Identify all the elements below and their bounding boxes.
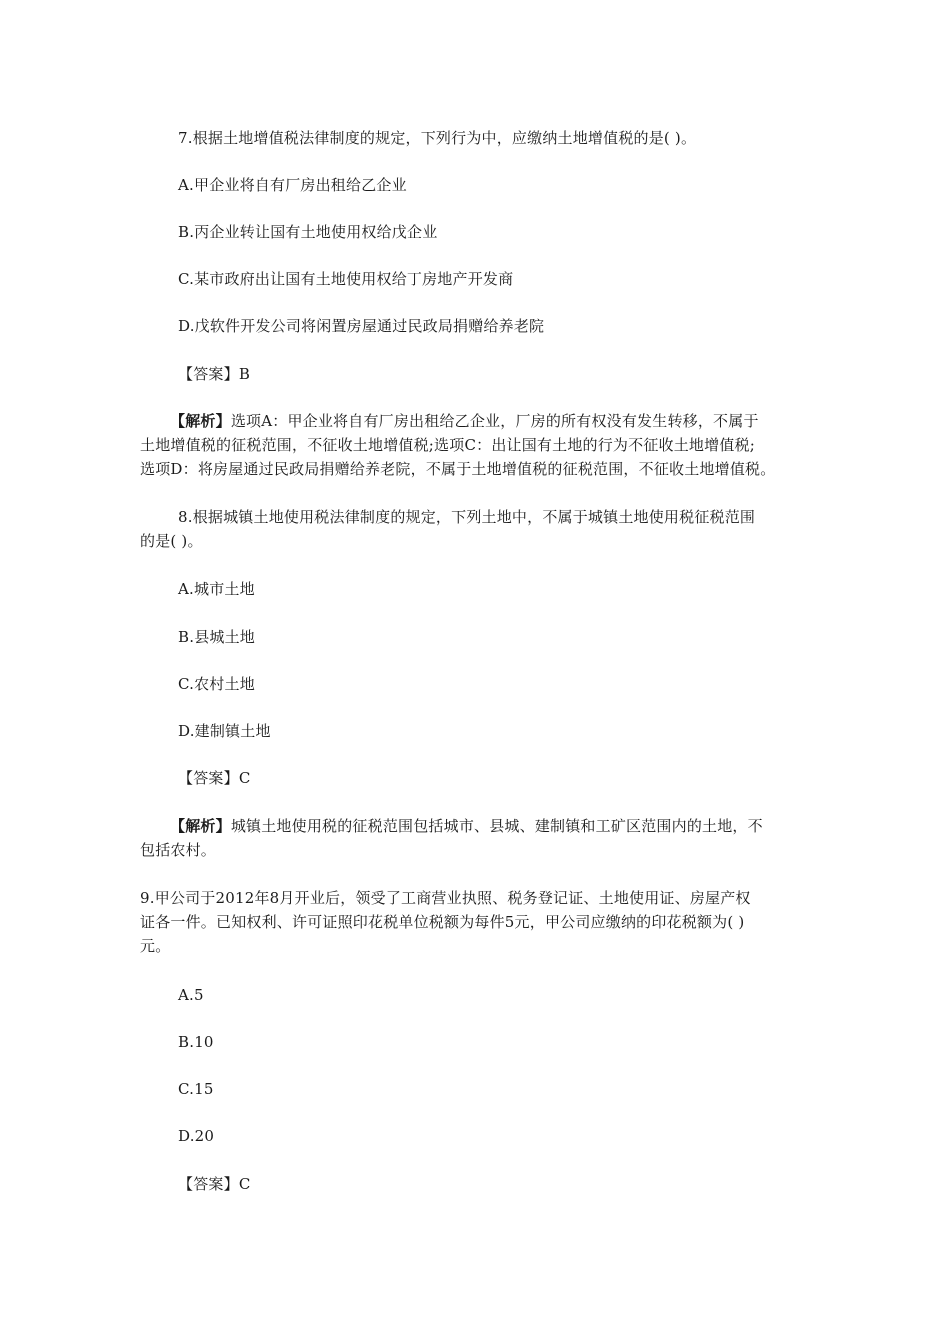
- q8-option-a: A.城市土地: [178, 580, 255, 598]
- q8-option-d: D.建制镇土地: [178, 722, 271, 740]
- q9-stem-line-3: 元。: [140, 937, 171, 955]
- q9-option-b: B.10: [178, 1033, 214, 1051]
- q8-analysis-line-2: 包括农村。: [140, 841, 217, 859]
- q8-stem-line-2: 的是( )。: [140, 532, 203, 550]
- q7-option-b: B.丙企业转让国有土地使用权给戊企业: [178, 223, 438, 241]
- q8-analysis-line-1: 【解析】城镇土地使用税的征税范围包括城市、县城、建制镇和工矿区范围内的土地，不: [170, 817, 763, 835]
- q8-answer-label: 【答案】: [178, 769, 239, 787]
- q9-answer: [178, 1172, 251, 1196]
- q7-option-d: D.戊软件开发公司将闲置房屋通过民政局捐赠给养老院: [178, 317, 545, 335]
- q7-option-c: C.某市政府出让国有土地使用权给丁房地产开发商: [178, 270, 514, 288]
- q9-stem-line-2: 证各一件。已知权利、许可证照印花税单位税额为每件5元，甲公司应缴纳的印花税额为( ): [140, 913, 745, 931]
- q8-answer: [178, 766, 251, 790]
- q8-stem-line-1: 8.根据城镇土地使用税法律制度的规定，下列土地中，不属于城镇土地使用税征税范围: [178, 508, 756, 526]
- q7-analysis-line-2: 土地增值税的征税范围，不征收土地增值税;选项C：出让国有土地的行为不征收土地增值税;: [140, 436, 755, 454]
- q7-analysis-line-1: 【解析】选项A：甲企业将自有厂房出租给乙企业，厂房的所有权没有发生转移，不属于: [170, 412, 759, 430]
- q9-answer-label: 【答案】: [178, 1175, 239, 1193]
- q9-option-a: A.5: [178, 986, 204, 1004]
- q7-answer-value: B: [238, 365, 251, 383]
- q7-option-a: A.甲企业将自有厂房出租给乙企业: [178, 176, 407, 194]
- q8-answer-value: C: [238, 769, 251, 787]
- q7-answer: [178, 362, 250, 386]
- q7-analysis-line-3: 选项D：将房屋通过民政局捐赠给养老院，不属于土地增值税的征税范围，不征收土地增值税。: [140, 460, 776, 478]
- q9-answer-value: C: [238, 1175, 251, 1193]
- q9-option-c: C.15: [178, 1080, 214, 1098]
- q7-analysis-label: 【解析】: [170, 412, 231, 430]
- q8-option-c: C.农村土地: [178, 675, 255, 693]
- q9-stem-line-1: 9.甲公司于2012年8月开业后，领受了工商营业执照、税务登记证、土地使用证、房屋产权: [140, 889, 751, 907]
- q8-option-b: B.县城土地: [178, 628, 255, 646]
- q8-analysis-label: 【解析】: [170, 817, 231, 835]
- q9-option-d: D.20: [178, 1127, 215, 1145]
- q7-stem: 7.根据土地增值税法律制度的规定，下列行为中，应缴纳土地增值税的是( )。: [178, 129, 697, 147]
- q7-answer-label: 【答案】: [178, 365, 239, 383]
